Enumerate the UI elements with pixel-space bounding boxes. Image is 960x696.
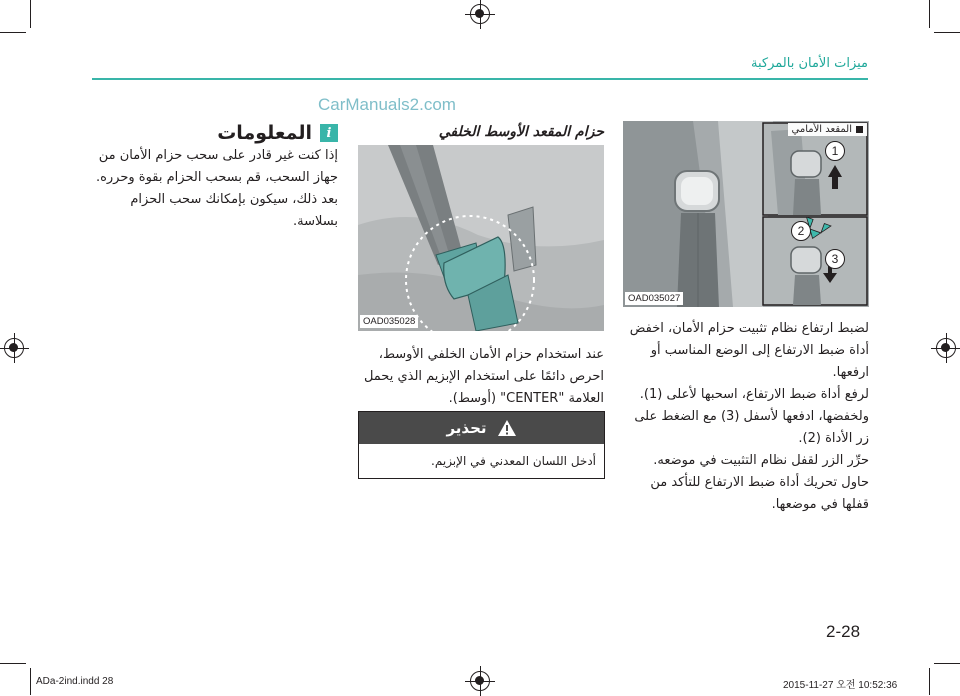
- header-divider: [92, 78, 868, 80]
- watermark: CarManuals2.com: [318, 95, 456, 114]
- page-number: 2-28: [826, 622, 861, 641]
- height-adjust-text: [623, 318, 869, 516]
- paragraph: لرفع أداة ضبط الارتفاع، اسحبها لأعلى (1).: [639, 387, 869, 402]
- square-bullet-icon: [856, 126, 863, 133]
- crop-mark: [30, 0, 31, 28]
- info-icon: i: [320, 124, 338, 142]
- figure-code: OAD035028: [360, 315, 418, 328]
- warning-text: أدخل اللسان المعدني في الإبزيم.: [431, 454, 596, 468]
- figure-heading-label: [788, 123, 868, 136]
- warning-triangle-icon: [497, 419, 517, 437]
- crop-mark: [0, 32, 26, 33]
- paragraph: حرِّر الزر لقفل نظام التثبيت في موضعه. حاول تحريك أداة ضبط الارتفاع للتأكد من قفلها في موضعها.: [650, 453, 869, 512]
- print-timestamp: 2015-11-27 오전 10:52:36: [783, 680, 898, 691]
- registration-mark-icon: [470, 4, 490, 24]
- paragraph: لضبط ارتفاع نظام تثبيت حزام الأمان، اخفض أداة ضبط الارتفاع إلى الوضع المناسب أو ارفعها.: [629, 321, 869, 380]
- crop-mark: [0, 663, 26, 664]
- crop-mark: [934, 32, 960, 33]
- crop-mark: [30, 668, 31, 695]
- seatbelt-height-adjuster-figure: [623, 121, 869, 307]
- registration-mark-icon: [4, 338, 24, 358]
- crop-mark: [934, 663, 960, 664]
- file-name: ADa-2ind.indd 28: [36, 676, 114, 687]
- center-buckle-figure: [358, 145, 604, 331]
- callout-3: 3: [825, 249, 845, 269]
- warning-box: [358, 411, 605, 479]
- warning-header: [359, 412, 604, 444]
- info-heading-row: [92, 122, 338, 144]
- info-heading: المعلومات: [217, 122, 312, 144]
- registration-mark-icon: [470, 671, 490, 691]
- center-buckle-illustration: [358, 145, 604, 331]
- figure-heading: المقعد الأمامي: [791, 124, 852, 135]
- callout-2: 2: [791, 221, 811, 241]
- info-text: إذا كنت غير قادر على سحب حزام الأمان من جهاز السحب، قم بسحب الحزام بقوة وحرره. بعد ذلك، سيكون بإمكانك سحب الحزام بسلاسة.: [95, 148, 338, 229]
- warning-title: تحذير: [446, 419, 487, 437]
- paragraph: ولخفضها، ادفعها لأسفل (3) مع الضغط على زر الأداة (2).: [634, 409, 869, 446]
- figure-code: OAD035027: [625, 292, 683, 305]
- registration-mark-icon: [936, 338, 956, 358]
- center-belt-heading: حزام المقعد الأوسط الخلفي: [438, 124, 604, 140]
- crop-mark: [929, 0, 930, 28]
- center-belt-text: عند استخدام حزام الأمان الخلفي الأوسط، احرص دائمًا على استخدام الإبزيم الذي يحمل العلامة "CENTER" (أوسط).: [363, 347, 604, 406]
- section-title: ميزات الأمان بالمركبة: [751, 56, 868, 71]
- callout-1: 1: [825, 141, 845, 161]
- crop-mark: [929, 668, 930, 695]
